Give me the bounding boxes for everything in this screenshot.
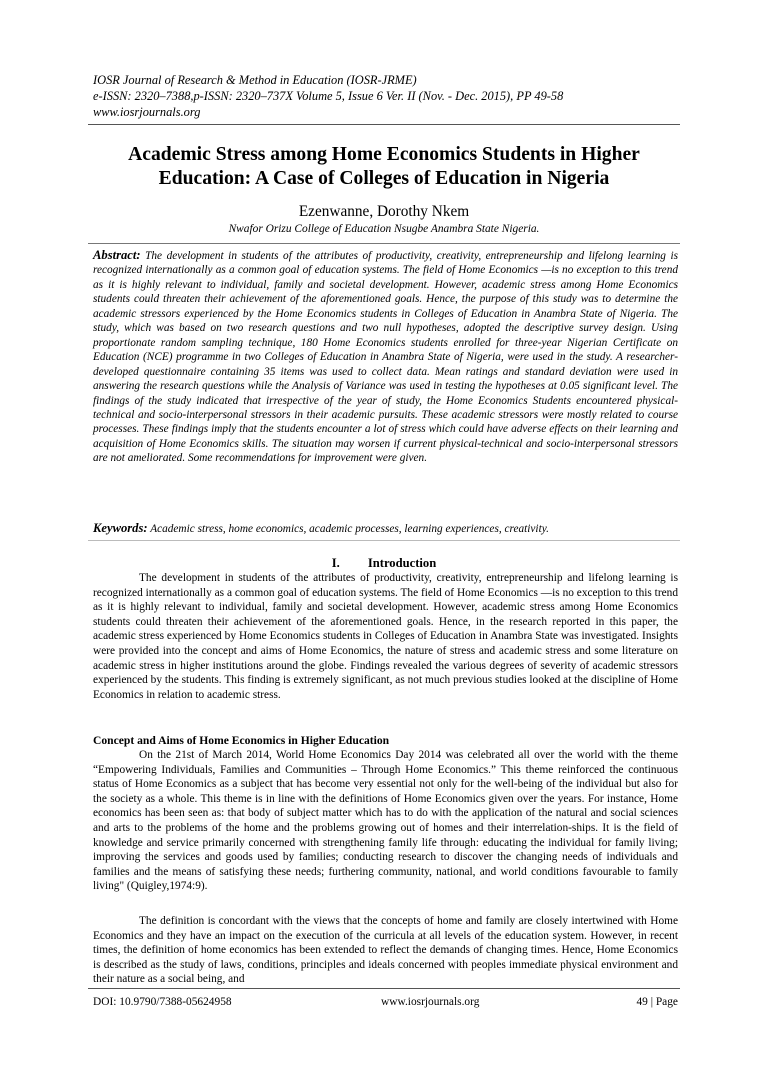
concept-paragraph-1: On the 21st of March 2014, World Home Economics Day 2014 was celebrated all over the world with the theme “Empowering Individuals, Families and Communities – Through Home Economics.” This theme reinforced the continuous status of Home Economics as a subject that has become very essential not only for the well-being of the individual but also for the society as a whole. This theme is in line with the definitions of Home Economics given over the years. For instance, Home economics has been seen as: that body of subject matter which has to do with the application of the natural and social sciences and arts to the problems of the home and the problems growing out of homes and their interrelation-ships. It is the field of knowledge and service primarily concerned with strengthening family life through: educating the individual for family living; improving the services and goods used by families; conducting research to discover the changing needs of individuals and families and the means of satisfying these needs; furthering community, national, and world conditions favourable to family living" (Quigley,1974:9). <box>93 749 678 893</box>
keywords <box>93 521 678 536</box>
footer-page-number: 49 | Page <box>636 996 678 1008</box>
paper-author: Ezenwanne, Dorothy Nkem <box>298 203 470 220</box>
journal-website: www.iosrjournals.org <box>93 105 201 119</box>
section-title: Introduction <box>367 556 437 570</box>
footer-rule <box>88 988 680 989</box>
keywords-label: Keywords: <box>93 521 148 535</box>
footer-website: www.iosrjournals.org <box>381 996 480 1008</box>
abstract-label: Abstract: <box>93 248 141 262</box>
subsection-heading: Concept and Aims of Home Economics in Higher Education <box>93 734 390 747</box>
introduction-paragraph: The development in students of the attributes of productivity, creativity, entrepreneurship and lifelong learning is recognized internationally as a common goal of education systems. The field of Home Economics —is no exception to this trend as it is highly relevant to individual, family and societal development. However, academic stress among Home Economics students could threaten their achievement of the aforementioned goals. Hence, in the research reported in this paper, the academic stress experienced by Home Economics students in Colleges of Education in Anambra State was investigated. Insights were provided into the concept and aims of Home Economics, the nature of stress and academic stress and some literature on academic stress in higher institutions around the globe. Findings revealed the various degrees of severity of academic stressors experienced by the students. This finding is extremely significant, as not much previous studies looked at the discipline of Home Economics in relation to academic stress. <box>93 572 678 701</box>
header-rule <box>88 124 680 125</box>
concept-paragraph-2: The definition is concordant with the views that the concepts of home and family are closely intertwined with Home Economics and they have an impact on the execution of the curricula at all levels of the education system. However, in recent times, the definition of home economics has been extended to reflect the demands of changing times. Hence, Home Economics is described as the study of laws, conditions, principles and ideals concerned with peoples immediate physical environment and their nature as a social being, and <box>93 915 678 986</box>
paper-title: Academic Stress among Home Economics Students in Higher Education: A Case of Colleges of Education in Nigeria <box>128 144 640 189</box>
abstract-text: The development in students of the attributes of productivity, creativity, entrepreneurship and lifelong learning is recognized internationally as a common goal of education systems. The field of Home Economics —is no exception to this trend as it is highly relevant to individual, family and societal development. However, academic stress among Home Economics students could threaten their achievement of the aforementioned goals. Hence, the purpose of this study was to determine the academic stressors experienced by the Home Economics students in Colleges of Education in Anambra State of Nigeria. The study, which was based on two research questions and two null hypotheses, adopted the descriptive survey design. Using proportionate random sampling technique, 180 Home Economics students enrolled for three-year Nigerian Certificate on Education (NCE) programme in two Colleges of Education in Anambra State of Nigeria, were used in the study. A researcher-developed questionnaire containing 35 items was used to collect data. Mean ratings and standard deviation were used in answering the research questions while the Analysis of Variance was used in testing the hypotheses at 0.05 significant level. The findings of the study indicated that irrespective of the year of study, the Home Economics Students encountered physical-technical and socio-interpersonal stressors in their academic pursuits. These academic stressors were mostly related to course processes. These findings imply that the students encounter a lot of stress which could have adverse effects on their learning and acquisition of Home Economics skills. The situation may worsen if current physical-technical and socio-interpersonal stressors are not ameliorated. Some recommendations for improvement were given. <box>93 250 679 465</box>
journal-name: IOSR Journal of Research & Method in Education (IOSR-JRME) <box>93 73 417 87</box>
keywords-rule <box>88 540 680 541</box>
footer-doi: DOI: 10.9790/7388-05624958 <box>93 996 232 1008</box>
section-number: I. <box>331 556 340 570</box>
author-affiliation: Nwafor Orizu College of Education Nsugbe Anambra State Nigeria. <box>228 223 540 235</box>
abstract <box>93 248 678 466</box>
journal-issn: e-ISSN: 2320–7388,p-ISSN: 2320–737X Volume 5, Issue 6 Ver. II (Nov. - Dec. 2015), PP 49-58 <box>93 89 564 103</box>
keywords-text: Academic stress, home economics, academic processes, learning experiences, creativity. <box>150 523 549 535</box>
journal-header <box>93 72 693 120</box>
section-heading-introduction <box>88 555 680 571</box>
abstract-rule <box>88 243 680 244</box>
